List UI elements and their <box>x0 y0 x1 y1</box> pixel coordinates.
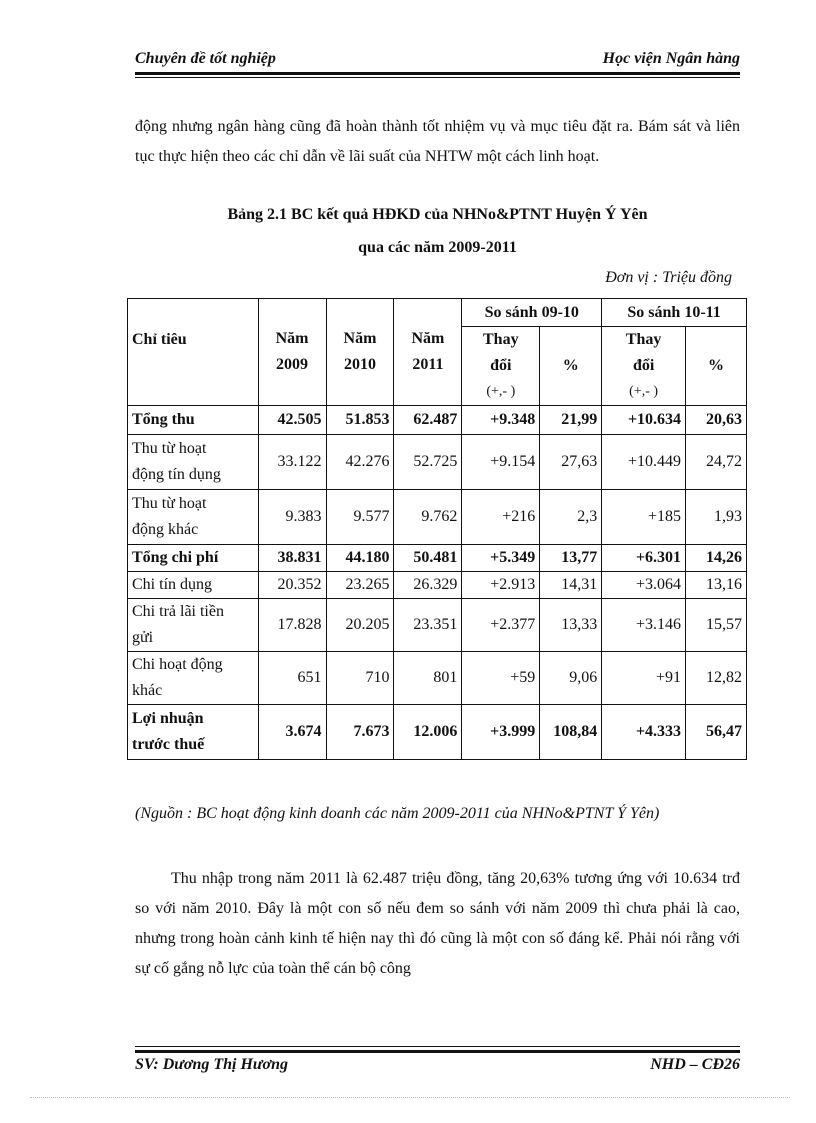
table-cell: +91 <box>602 652 686 705</box>
table-row <box>128 435 747 490</box>
header-compare-10-11: So sánh 10-11 <box>602 299 747 327</box>
table-cell: 56,47 <box>686 705 747 760</box>
header-change-word2: đổi <box>632 357 655 374</box>
footer-rule-thin <box>135 1046 740 1047</box>
row-label <box>128 490 259 545</box>
results-table <box>127 298 747 760</box>
table-cell: 710 <box>326 652 394 705</box>
table-body <box>128 406 747 760</box>
row-label-line: trước thuế <box>132 736 205 753</box>
table-cell: 62.487 <box>394 406 462 435</box>
table-cell: +3.146 <box>602 599 686 652</box>
table-cell: +6.301 <box>602 545 686 572</box>
table-row <box>128 705 747 760</box>
row-label-line: Thu từ hoạt <box>132 495 207 512</box>
table-row <box>128 599 747 652</box>
table-cell: 13,33 <box>540 599 602 652</box>
table-cell: 20,63 <box>686 406 747 435</box>
table-cell: +10.634 <box>602 406 686 435</box>
page-edge-dotted-line <box>30 1097 790 1098</box>
table-cell: 50.481 <box>394 545 462 572</box>
header-year-word: Năm <box>275 330 309 347</box>
row-label <box>128 652 259 705</box>
table-header-row-1 <box>128 299 747 327</box>
header-change-word1: Thay <box>483 331 519 348</box>
table-cell: +4.333 <box>602 705 686 760</box>
table-cell: +59 <box>462 652 540 705</box>
table-cell: 44.180 <box>326 545 394 572</box>
row-label-line: Lợi nhuận <box>132 710 204 727</box>
table-row <box>128 572 747 599</box>
header-year-number: 2009 <box>276 356 309 373</box>
page-header <box>135 48 740 72</box>
table-cell: +2.377 <box>462 599 540 652</box>
table-cell: 13,16 <box>686 572 747 599</box>
table-row <box>128 545 747 572</box>
row-label-line: Chi hoạt động <box>132 656 223 673</box>
header-rule-thin <box>135 77 740 78</box>
table-cell: +3.064 <box>602 572 686 599</box>
header-compare-09-10: So sánh 09-10 <box>462 299 602 327</box>
table-row <box>128 406 747 435</box>
header-change-sign: (+,- ) <box>486 384 516 399</box>
table-cell: +10.449 <box>602 435 686 490</box>
header-year-word: Năm <box>343 330 377 347</box>
table-cell: 651 <box>258 652 326 705</box>
header-indicator: Chỉ tiêu <box>128 299 259 406</box>
header-change-2 <box>602 327 686 406</box>
row-label-line: Chi tín dụng <box>132 576 213 593</box>
table-caption-line1: Bảng 2.1 BC kết quả HĐKD của NHNo&PTNT Huyện Ý Yên <box>227 206 648 223</box>
row-label-line: khác <box>132 682 163 699</box>
header-left: Chuyên đề tốt nghiệp <box>135 50 276 67</box>
row-label <box>128 572 259 599</box>
table-cell: 13,77 <box>540 545 602 572</box>
table-cell: 12.006 <box>394 705 462 760</box>
header-change-sign: (+,- ) <box>629 384 659 399</box>
row-label-line: động tín dụng <box>132 466 221 483</box>
header-change-word2: đổi <box>490 357 512 374</box>
table-cell: 24,72 <box>686 435 747 490</box>
table-cell: 26.329 <box>394 572 462 599</box>
table-cell: +2.913 <box>462 572 540 599</box>
table-cell: 9.577 <box>326 490 394 545</box>
header-change-1 <box>462 327 540 406</box>
table-cell: 20.352 <box>258 572 326 599</box>
row-label-line: Tổng chi phí <box>132 549 219 566</box>
table-cell: 42.276 <box>326 435 394 490</box>
footer-rule-thick <box>135 1050 740 1053</box>
header-rule-thick <box>135 72 740 75</box>
table-cell: 21,99 <box>540 406 602 435</box>
row-label <box>128 705 259 760</box>
table-cell: 52.725 <box>394 435 462 490</box>
table-cell: +185 <box>602 490 686 545</box>
table-cell: 33.122 <box>258 435 326 490</box>
table-cell: 23.351 <box>394 599 462 652</box>
table-row <box>128 490 747 545</box>
source-note: (Nguồn : BC hoạt động kinh doanh các năm 2009-2011 của NHNo&PTNT Ý Yên) <box>135 805 660 822</box>
table-cell: 9,06 <box>540 652 602 705</box>
table-cell: 27,63 <box>540 435 602 490</box>
table-cell: +216 <box>462 490 540 545</box>
table-cell: 38.831 <box>258 545 326 572</box>
table-cell: 14,26 <box>686 545 747 572</box>
footer-left: SV: Dương Thị Hương <box>135 1056 288 1073</box>
table-cell: 801 <box>394 652 462 705</box>
header-year-word: Năm <box>411 330 445 347</box>
table-cell: 9.762 <box>394 490 462 545</box>
header-year-2009 <box>258 299 326 406</box>
table-cell: +9.154 <box>462 435 540 490</box>
table-row <box>128 652 747 705</box>
table-cell: 15,57 <box>686 599 747 652</box>
paragraph-intro: động nhưng ngân hàng cũng đã hoàn thành tốt nhiệm vụ và mục tiêu đặt ra. Bám sát và liên tục thực hiện theo các chỉ dẫn về lãi suất của NHTW một cách linh hoạt. <box>135 118 740 165</box>
table-cell: 14,31 <box>540 572 602 599</box>
unit-label: Đơn vị : Triệu đồng <box>605 269 732 286</box>
table-cell: 7.673 <box>326 705 394 760</box>
header-right: Học viện Ngân hàng <box>602 50 740 67</box>
table-cell: +3.999 <box>462 705 540 760</box>
row-label <box>128 599 259 652</box>
table-caption-line2: qua các năm 2009-2011 <box>358 239 517 256</box>
table-cell: 1,93 <box>686 490 747 545</box>
row-label-line: động khác <box>132 521 199 538</box>
table-cell: 108,84 <box>540 705 602 760</box>
table-cell: 9.383 <box>258 490 326 545</box>
footer-right: NHD – CĐ26 <box>650 1056 740 1073</box>
row-label <box>128 435 259 490</box>
table-cell: 42.505 <box>258 406 326 435</box>
table-cell: 17.828 <box>258 599 326 652</box>
row-label-line: gửi <box>132 629 154 646</box>
header-year-number: 2011 <box>412 356 444 373</box>
header-year-2010 <box>326 299 394 406</box>
row-label-line: Chi trả lãi tiền <box>132 603 224 620</box>
table-cell: 3.674 <box>258 705 326 760</box>
row-label-line: Tổng thu <box>132 411 195 428</box>
table-cell: +5.349 <box>462 545 540 572</box>
table-cell: 23.265 <box>326 572 394 599</box>
row-label <box>128 406 259 435</box>
table-cell: +9.348 <box>462 406 540 435</box>
header-year-number: 2010 <box>343 356 376 373</box>
paragraph-analysis: Thu nhập trong năm 2011 là 62.487 triệu đồng, tăng 20,63% tương ứng với 10.634 trđ so với năm 2010. Đây là một con số nếu đem so sánh với năm 2009 thì chưa phải là cao, nhưng trong hoàn cảnh kinh tế hiện nay thì đó cũng là một con số đáng kể. Phải nói rằng với sự cố gắng nỗ lực của toàn thể cán bộ công <box>135 870 740 977</box>
table-cell: 12,82 <box>686 652 747 705</box>
header-year-2011 <box>394 299 462 406</box>
header-change-word1: Thay <box>625 331 662 348</box>
row-label-line: Thu từ hoạt <box>132 440 207 457</box>
header-pct-2: % <box>686 327 747 406</box>
table-cell: 51.853 <box>326 406 394 435</box>
row-label <box>128 545 259 572</box>
table-cell: 20.205 <box>326 599 394 652</box>
header-pct-1: % <box>540 327 602 406</box>
table-cell: 2,3 <box>540 490 602 545</box>
